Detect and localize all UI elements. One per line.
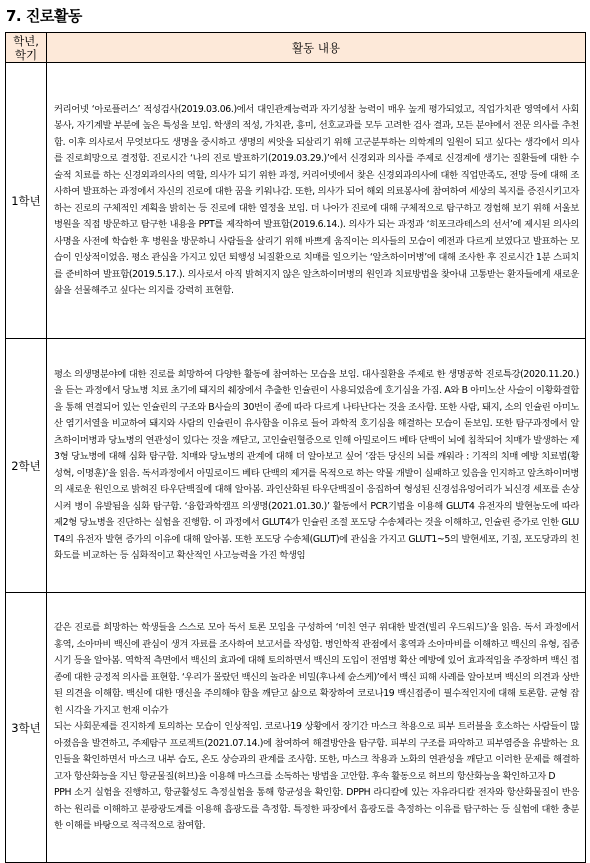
- activity-text: 커리어넷 ‘아로플러스’ 적성검사(2019.03.06.)에서 대인관계능력과 자기성찰 능력이 매우 높게 평가되었고, 직업가치관 영역에서 사회봉사, 자기계발 부분에 높은 특성을 보임. 학생의 적성, 가치관, 흥미, 선호교과를 모두 고려한 검사 결과, 모든 분야에서 전문 의사를 추천함. 이후 의사로서 무엇보다도 생명을 중시하고 생명의 씨앗을 되살리기 위해 고군분투하는 의학계의 일원이 되고 싶다는 생각에서 의사를 진로희망으로 결정함. 진로시간 ‘나의 진로 발표하기(2019.03.29.)’에서 신경외과 의사를 주제로 신경계에 생기는 질환들에 대한 수술적 치료를 하는 신경외과의사의 역할, 의사가 되기 위한 과정, 커리어넷에서 찾은 신경외과의사에 대한 직업만족도, 전망 등에 대해 조사하여 발표하는 과정에서 자신의 진로에 대한 꿈을 키워나감. 또한, 의사가 되어 해외 의료봉사에 참여하여 세상의 복지를 증진시키고자 하는 진로의 구체적인 계획을 밝히는 등 진로에 대한 열정을 보임. 더 나아가 진로에 대해 구체적으로 탐구하고 경험해 보기 위해 서울보병원을 직접 방문하고 탐구한 내용을 PPT를 제작하여 발표함(2019.6.14.). 의사가 되는 과정과 ‘히포크라테스의 선서’에 제시된 의사의 사명을 사전에 학습한 후 병원을 방문하니 사람들을 살리기 위해 바쁘게 움직이는 의사들의 모습이 예전과 다르게 보였다고 발표하는 모습이 인상적이었음. 평소 관심을 가지고 있던 퇴행성 뇌질환으로 치매를 일으키는 ‘알츠하이머병’에 대해 조사한 후 진로시간 1분 스피치를 준비하여 발표함(2019.5.17.). 의사로서 아직 밝혀지지 않은 알츠하이머병의 원인과 치료방법을 찾아내 고통받는 환자들에게 새로운 삶을 선물해주고 싶다는 의지를 강력히 표현함.: [54, 103, 579, 296]
- table-row: [6, 339, 586, 593]
- table-row: [6, 593, 586, 863]
- grade-cell: 2학년: [6, 339, 47, 593]
- activity-text: 평소 의생명분야에 대한 진로를 희망하여 다양한 활동에 참여하는 모습을 보임. 대사질환을 주제로 한 생명공학 진로특강(2020.11.20.)을 듣는 과정에서 당뇨병 치료 초기에 돼지의 췌장에서 추출한 인슐린이 사용되었음에 호기심을 가짐. A와 B 아미노산 사슬이 이황화결합을 통해 연결되어 있는 인슐린의 구조와 B사슬의 30번이 종에 따라 다르게 나타난다는 것을 조사함. 또한 사람, 돼지, 소의 인슐린 아미노산 염기서열을 비교하여 돼지와 사람의 인슐린이 유사함을 이유로 들어 과학적 호기심을 해결하는 모습이 돋보임. 또한 탐구과정에서 알츠하이머병과 당뇨병의 연관성이 있다는 것을 깨닫고, 고인슐린혈증으로 인해 아밀로이드 베타 단백이 뇌에 침착되어 치매가 발생하는 제3형 당뇨병에 대해 심화 탐구함. 치매와 당뇨병의 관계에 대해 더 알아보고 싶어 ‘잠든 당신의 뇌를 깨워라 : 기적의 치매 예방 치료법(황성혁, 이명훈)’을 읽음. 독서과정에서 아밀로이드 베타 단백의 제거를 목적으로 하는 약물 개발이 실패하고 있음을 인지하고 알츠하이머병의 새로운 원인으로 밝혀진 타우단백질에 대해 알아봄. 과인산화된 타우단백질이 응집하여 형성된 신경섬유엉어리가 뇌신경 세포를 손상시켜 병이 유발됨을 심화 탐구함. ‘융합과학캠프 의생명(2021.01.30.)’ 활동에서 PCR기법을 이용해 GLUT4 유전자의 발현농도에 따라 제2형 당뇨병을 진단하는 실험을 진행함. 이 과정에서 GLUT4가 인슐린 조절 포도당 수송체라는 것을 이해하고, 인슐린 증가로 인한 GLUT4의 유전자 발현 증가의 이유에 대해 알아봄. 또한 포도당 수송체(GLUT)에 관심을 가지고 GLUT1~5의 발현세포, 기질, 포도당과의 친화도를 비교하는 등 심화적이고 확산적인 사고능력을 가진 학생임: [54, 368, 580, 561]
- activity-text: 같은 진로를 희망하는 학생들을 스스로 모아 독서 토론 모임을 구성하여 ‘미친 연구 위대한 발견(빌리 우드워드)’을 읽음. 독서 과정에서 홍역, 소아마비 백신에 관심이 생겨 자료를 조사하여 보고서를 작성함. 병인학적 관점에서 홍역과 소아마비를 이해하고 백신의 유형, 집종시기 등을 알아봄. 역학적 측면에서 백신의 효과에 대해 토의하면서 백신의 도입이 전염병 확산 예방에 있어 효과적임을 주장하며 백신 접종에 대한 긍정적 의사를 표현함. ‘우리가 몰랐던 백신의 놀라운 비밀(후나세 슌스케)’에서 백신 피해 사례를 알아보며 백신의 의견과 상반된 의견을 이해함. 백신에 대한 맹신을 주의해야 함을 깨닫고 삶으로 확장하여 코로나19 백신접종이 필수적인지에 대해 토론함. 균형 잡힌 시각을 가지고 헌재 이슈가 되는 사회문제를 진지하게 토의하는 모습이 인상적임. 코로나19 상황에서 장기간 마스크 착용으로 피부 트러블을 호소하는 사람들이 많아졌음을 발견하고, 주제탐구 프로젝트(2021.07.14.)에 참여하여 해결방안을 탐구함. 피부의 구조를 파악하고 피부염증을 유발하는 요인들을 확인하면서 마스크 내부 습도, 온도 상승과의 관계를 조사함. 또한, 마스크 착용과 노화의 연관성을 깨닫고 이러한 문제를 해결하고자 항산화능을 지닌 항균물질(허브)을 이용해 마스크를 소독하는 방법을 고안함. 후속 활동으로 허브의 항산화능을 확인하고자 D PPH 소거 실험을 진행하고, 항균활성도 측정실험을 통해 항균성을 확인함. DPPH 라디칼에 있는 자유라디칼 전자와 항산화물질이 반응하는 원리를 이해하고 분광광도계를 이용해 흡광도를 측정함. 특정한 파장에서 흡광도를 측정하는 이유를 탐구하는 등 실험에 대한 충분한 이해를 바탕으로 적극적으로 참여함.: [54, 622, 579, 832]
- table-header-row: [6, 33, 586, 63]
- activity-cell: [47, 339, 586, 593]
- activity-cell: [47, 63, 586, 339]
- grade-cell: 1학년: [6, 63, 47, 339]
- table-row: [6, 63, 586, 339]
- section-title: 7. 진로활동: [6, 7, 82, 25]
- activity-column-header: 활동 내용: [47, 33, 586, 63]
- grade-column-header: 학년, 학기: [6, 33, 47, 63]
- grade-cell: 3학년: [6, 593, 47, 863]
- activity-table: [5, 32, 586, 863]
- activity-cell: [47, 593, 586, 863]
